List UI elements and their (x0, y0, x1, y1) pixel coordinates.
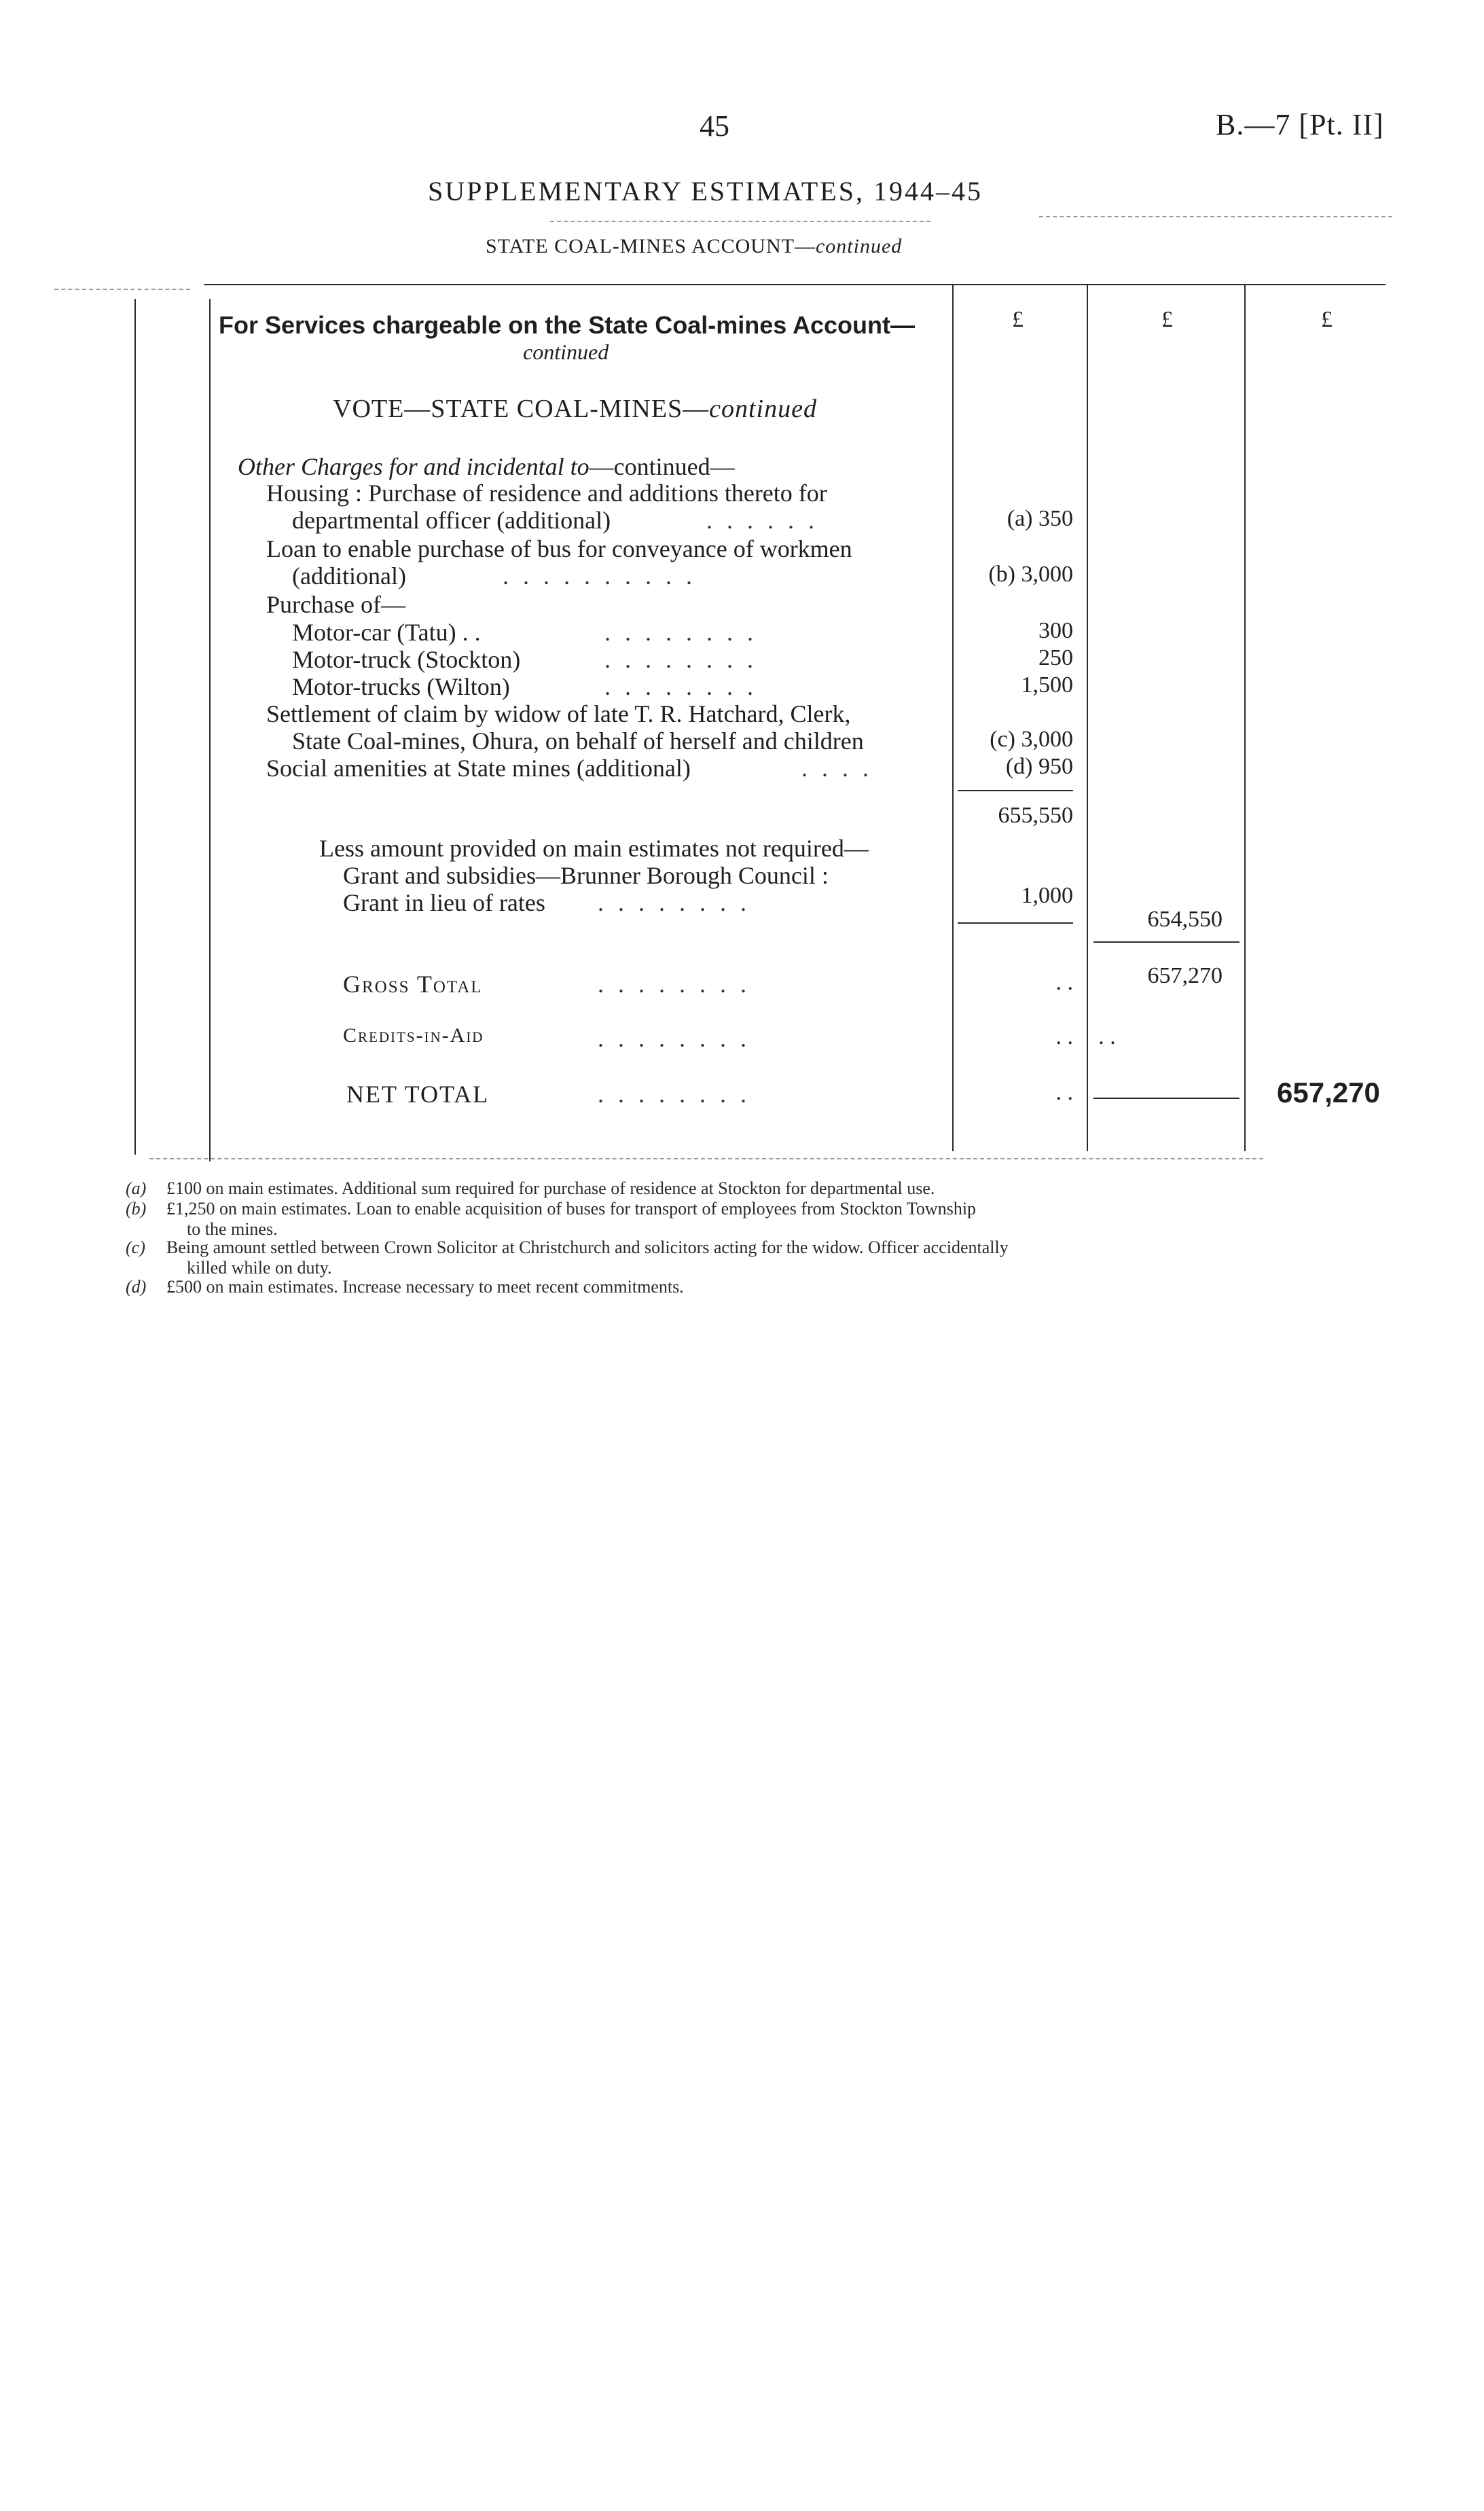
subtotal-amount: 655,550 (998, 803, 1073, 828)
leader-dots: . . . . . . . . (604, 646, 757, 673)
less-line-3: Grant in lieu of rates (343, 889, 545, 916)
table-top-rule (204, 284, 1386, 285)
leader-dots: . . . . . . (706, 507, 818, 534)
column-divider-1 (952, 285, 954, 1151)
subtitle (486, 235, 902, 258)
leader-dots: . . . . . . . . (598, 1081, 750, 1108)
amount-cell: (c) 3,000 (990, 727, 1073, 752)
amount-cell: 250 (1038, 645, 1073, 670)
net-total-col2: . . (1055, 1080, 1073, 1105)
leader-dots: . . . . . . . . (598, 971, 750, 998)
line-item: departmental officer (additional) (292, 507, 611, 534)
other-charges-rest: —continued— (589, 453, 735, 480)
amount-cell: 300 (1038, 618, 1073, 643)
header-divider (1039, 216, 1392, 217)
net-total-value: 657,270 (1277, 1077, 1380, 1108)
footnote (126, 1238, 1009, 1258)
currency-label-col3: £ (1321, 307, 1333, 332)
footnote-text: £100 on main estimates. Additional sum required for purchase of residence at Stockton for departmental use. (166, 1178, 935, 1198)
amount-cell: (b) 3,000 (988, 562, 1073, 587)
line-item: Housing : Purchase of residence and additions thereto for (266, 480, 827, 507)
subtitle-continued: continued (815, 235, 903, 257)
column-divider-3 (1244, 285, 1246, 1151)
footnote (126, 1178, 935, 1199)
vote-heading-continued: continued (709, 395, 817, 423)
line-item: Purchase of— (266, 591, 405, 618)
currency-label-col2: £ (1161, 307, 1173, 332)
leader-dots: . . . . . . . . (598, 1025, 750, 1052)
line-item: Social amenities at State mines (additional) (266, 755, 691, 782)
line-item: Settlement of claim by widow of late T. R. Hatchard, Clerk, (266, 700, 851, 727)
credits-col2: . . (1055, 1024, 1073, 1049)
page-title: SUPPLEMENTARY ESTIMATES, 1944–45 (428, 176, 983, 206)
line-item: Motor-car (Tatu) . . (292, 619, 481, 646)
vote-heading (333, 394, 817, 424)
vote-heading-main: VOTE—STATE COAL-MINES— (333, 395, 710, 423)
less-rule (958, 922, 1073, 924)
leader-dots: . . . . (801, 755, 873, 782)
leader-dots: . . . . . . . . (604, 673, 757, 700)
line-item: Loan to enable purchase of bus for conveyance of workmen (266, 535, 852, 562)
table-bottom-rule (149, 1158, 1263, 1159)
less-line-1: Less amount provided on main estimates not required— (319, 835, 869, 862)
other-charges-italic: Other Charges for and incidental to (238, 453, 590, 480)
footnote-mark: (c) (126, 1238, 145, 1257)
subtotal-rule (958, 790, 1073, 791)
footnote (126, 1277, 684, 1297)
net-total-label: NET TOTAL (346, 1081, 490, 1108)
amount-cell: 1,500 (1021, 672, 1073, 698)
net-after-less: 654,550 (1147, 907, 1223, 932)
footnote-text: £1,250 on main estimates. Loan to enable acquisition of buses for transport of employees from Stockton Township (166, 1199, 977, 1218)
gross-total-value: 657,270 (1147, 963, 1223, 988)
net-total-rule (1093, 1098, 1239, 1099)
document-code: B.—7 [Pt. II] (1216, 108, 1384, 141)
credits-col3: . . (1098, 1024, 1116, 1049)
footnote-text: Being amount settled between Crown Solicitor at Christchurch and solicitors acting for the widow. Officer accidentally (166, 1238, 1009, 1257)
footnote-mark: (b) (126, 1199, 147, 1218)
amount-cell: (d) 950 (1005, 754, 1073, 779)
title-divider (550, 221, 930, 222)
section-heading-continued: continued (523, 340, 609, 364)
footnote-mark: (a) (126, 1178, 147, 1198)
subtitle-main: STATE COAL-MINES ACCOUNT— (486, 235, 816, 257)
line-item: Motor-trucks (Wilton) (292, 673, 510, 700)
section-heading: For Services chargeable on the State Coal-mines Account— (219, 311, 915, 339)
gross-total-col2: . . (1055, 970, 1073, 995)
amount-cell: (a) 350 (1007, 506, 1073, 531)
column-3-rule (1093, 941, 1239, 943)
less-line-2: Grant and subsidies—Brunner Borough Council : (343, 862, 829, 889)
line-item: State Coal-mines, Ohura, on behalf of herself and children (292, 727, 864, 755)
description-column-border (209, 299, 211, 1161)
other-charges-heading (238, 452, 735, 481)
leader-dots: . . . . . . . . . . (503, 562, 696, 590)
footnote-mark: (d) (126, 1277, 147, 1297)
column-divider-2 (1087, 285, 1088, 1151)
footnote-text: £500 on main estimates. Increase necessary to meet recent commitments. (166, 1277, 684, 1297)
line-item: (additional) (292, 562, 406, 590)
line-item: Motor-truck (Stockton) (292, 646, 521, 673)
gross-total-label: Gross Total (343, 971, 483, 998)
footnote-continuation: killed while on duty. (187, 1258, 332, 1278)
table-left-border (134, 299, 136, 1155)
credits-in-aid-label: Credits-in-Aid (343, 1024, 484, 1047)
leader-dots: . . . . . . . . (598, 889, 750, 916)
leader-dots: . . . . . . . . (604, 619, 757, 646)
left-margin-rule (54, 289, 190, 290)
less-amount: 1,000 (1021, 883, 1073, 908)
footnote (126, 1199, 976, 1219)
footnote-continuation: to the mines. (187, 1219, 278, 1239)
page-number: 45 (700, 109, 729, 143)
currency-label-col1: £ (1012, 307, 1024, 332)
